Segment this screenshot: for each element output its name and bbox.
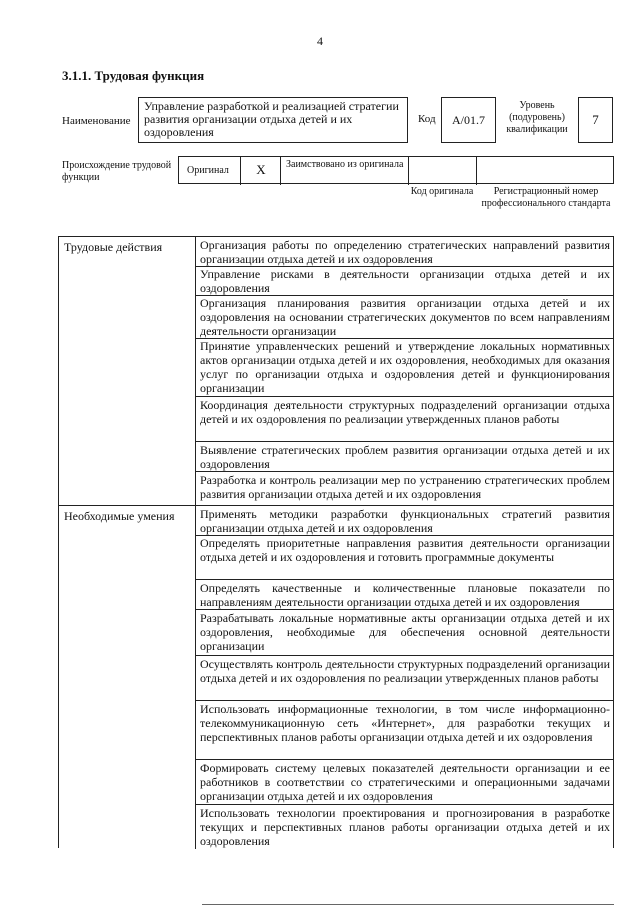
action-item: Координация деятельности структурных подразделений организации отдыха детей и их оздоровления по реализации утвержденных планов работы: [200, 398, 610, 426]
code-caption: Код оригинала: [410, 186, 474, 197]
skill-item: Применять методики разработки функциональных стратегий развития организации отдыха детей и их оздоровления: [200, 507, 610, 535]
skill-item: Формировать систему целевых показателей деятельности организации и ее работников в соответствии со стратегическими и операционными задачами организации отдыха детей и их оздоровления: [200, 761, 610, 803]
origin-mark-cell: [241, 157, 281, 185]
origin-label: Происхождение трудовой функции: [62, 160, 172, 183]
action-item: Организация планирования развития организации отдыха детей и их оздоровления на основании стратегических документов по всем направлениям деятельности организации: [200, 296, 610, 338]
action-item: Выявление стратегических проблем развития организации отдыха детей и их оздоровления: [200, 443, 610, 471]
origin-borrowed-cell: [281, 157, 409, 185]
functions-table: [58, 236, 614, 848]
origin-mark: X: [256, 162, 266, 177]
action-item: Организация работы по определению стратегических направлений развития организации отдыха детей и их оздоровления: [200, 238, 610, 266]
skill-item: Разрабатывать локальные нормативные акты организации отдыха детей и их оздоровления, необходимые для обеспечения основной деятельности организации: [200, 611, 610, 653]
section-title: 3.1.1. Трудовая функция: [62, 68, 205, 83]
page-number: 4: [317, 34, 323, 48]
action-item: Разработка и контроль реализации мер по устранению стратегических проблем развития организации отдыха детей и их оздоровления: [200, 473, 610, 501]
origin-reg-cell: [477, 157, 613, 185]
function-name: Управление разработкой и реализацией стратегии развития организации отдыха детей и их оздоровления: [138, 97, 408, 143]
code-label: Код: [418, 113, 436, 125]
origin-borrowed: Заимствовано из оригинала: [286, 159, 404, 170]
name-label: Наименование: [62, 115, 131, 127]
skill-item: Использовать информационные технологии, в том числе информационно-телекоммуникационную сеть «Интернет», для разработки текущих и перспективных планов работы организации отдыха детей и их оздоровления: [200, 702, 610, 744]
origin-row: [178, 156, 614, 184]
action-item: Принятие управленческих решений и утверждение локальных нормативных актов организации отдыха детей и их оздоровления, необходимых для оказания услуг по организации отдыха и оздоровления детей и функционирования организации: [200, 339, 610, 395]
skill-item: Осуществлять контроль деятельности структурных подразделений организации отдыха детей и их оздоровления по реализации утвержденных планов работы: [200, 657, 610, 685]
level-value: 7: [578, 97, 613, 143]
reg-caption: Регистрационный номер профессионального стандарта: [481, 186, 611, 209]
section-label-skills: Необходимые умения: [64, 509, 175, 523]
code-value: А/01.7: [441, 97, 496, 143]
origin-original: Оригинал: [187, 165, 229, 176]
skill-item: Определять приоритетные направления развития деятельности организации отдыха детей и их оздоровления и готовить программные документы: [200, 536, 610, 564]
action-item: Управление рисками в деятельности организации отдыха детей и их оздоровления: [200, 267, 610, 295]
skill-item: Определять качественные и количественные плановые показатели по направлениям деятельности организации отдыха детей и их оздоровления: [200, 581, 610, 609]
origin-original-cell: [179, 157, 241, 185]
origin-code-cell: [409, 157, 477, 185]
section-label-actions: Трудовые действия: [64, 240, 163, 254]
skill-item: Использовать технологии проектирования и прогнозирования в разработке текущих и перспективных планов работы организации отдыха детей и их оздоровления: [200, 806, 610, 848]
level-label: Уровень (подуровень) квалификации: [506, 100, 568, 135]
